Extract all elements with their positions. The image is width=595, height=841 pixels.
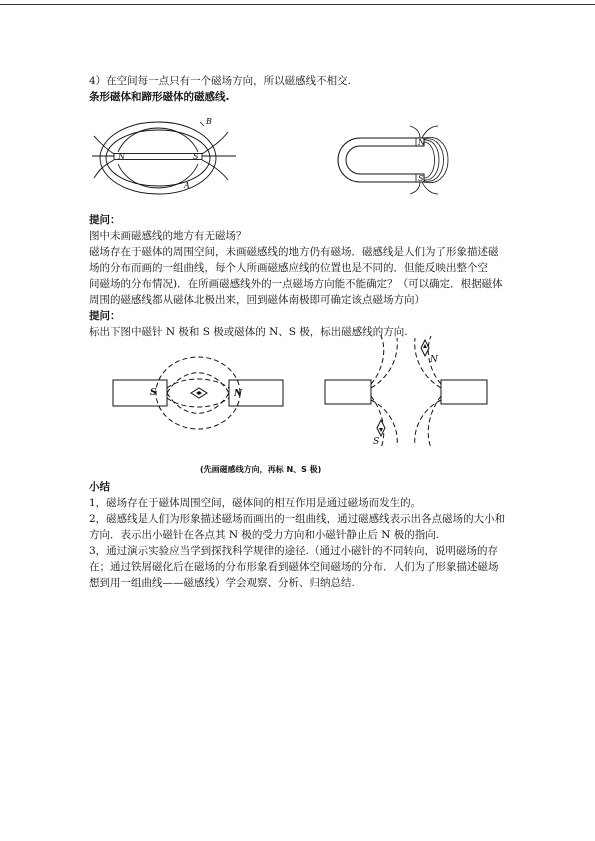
bar-magnet-a-label: A (184, 181, 190, 190)
bar-magnet-s-label: S (193, 152, 199, 161)
summary-2-line-2: 方向．表示出小磁针在各点其 N 极的受力方向和小磁针静止后 N 极的指向. (89, 529, 440, 541)
text-line-1: 4）在空间每一点只有一个磁场方向，所以磁感线不相交. (89, 75, 352, 87)
horseshoe-s-label: S (418, 174, 424, 183)
horseshoe-magnet-figure (336, 128, 462, 192)
question-1-text: 图中未画磁感线的地方有无磁场？ (89, 230, 247, 242)
figure-caption: (先画磁感线方向，再标 N、S 极) (200, 465, 322, 474)
horseshoe-n-label: N (418, 138, 425, 147)
answer-1-line-1: 磁场存在于磁体的周围空间，未画磁感线的地方仍有磁场．磁感线是人们为了形象描述磁 (89, 246, 499, 258)
exercise-left-s-label: S (150, 388, 157, 398)
heading-magnet-lines: 条形磁体和蹄形磁体的磁感线. (89, 91, 230, 103)
exercise-right-figure (325, 336, 487, 450)
summary-3-line-2: 在；通过铁屑磁化后在磁场的分布形象看到磁体空间磁场的分布．人们为了形象描述磁场 (89, 561, 499, 573)
summary-heading: 小结 (89, 481, 110, 493)
question-2-text: 标出下图中磁针 N 极和 S 极或磁体的 N、S 极，标出磁感线的方向. (89, 326, 408, 338)
bar-magnet-b-label: B (206, 117, 212, 126)
top-rule (0, 4, 595, 5)
bar-magnet-figure (92, 106, 238, 210)
summary-2-line-1: 2，磁感线是人们为形象描述磁场而画出的一组曲线，通过磁感线表示出各点磁场的大小和 (89, 513, 506, 525)
summary-1: 1，磁场存在于磁体周围空间，磁体间的相互作用是通过磁场而发生的。 (89, 497, 422, 509)
exercise-left-figure (113, 350, 283, 450)
question-2-heading: 提问： (89, 310, 121, 322)
exercise-right-n-label: N (430, 355, 438, 365)
answer-1-line-2: 场的分布而画的一组曲线，每个人所画磁感应线的位置也是不同的．但能反映出整个空 (89, 262, 488, 274)
bar-magnet-n-label: N (118, 152, 125, 161)
summary-3-line-3: 想到用一组曲线——磁感线）学会观察、分析、归纳总结. (89, 577, 355, 589)
answer-1-line-3: 间磁场的分布情况)．在所画磁感线外的一点磁场方向能不能确定？（可以确定．根据磁体 (89, 278, 503, 290)
exercise-right-s-label: S (373, 437, 380, 447)
answer-1-line-4: 周围的磁感线都从磁体北极出来，回到磁体南极即可确定该点磁场方向） (89, 294, 425, 306)
exercise-left-n-label: N (234, 389, 243, 399)
summary-3-line-1: 3，通过演示实验应当学到探找科学规律的途径.（通过小磁针的不同转向，说明磁场的存 (89, 545, 499, 557)
question-1-heading: 提问： (89, 214, 121, 226)
